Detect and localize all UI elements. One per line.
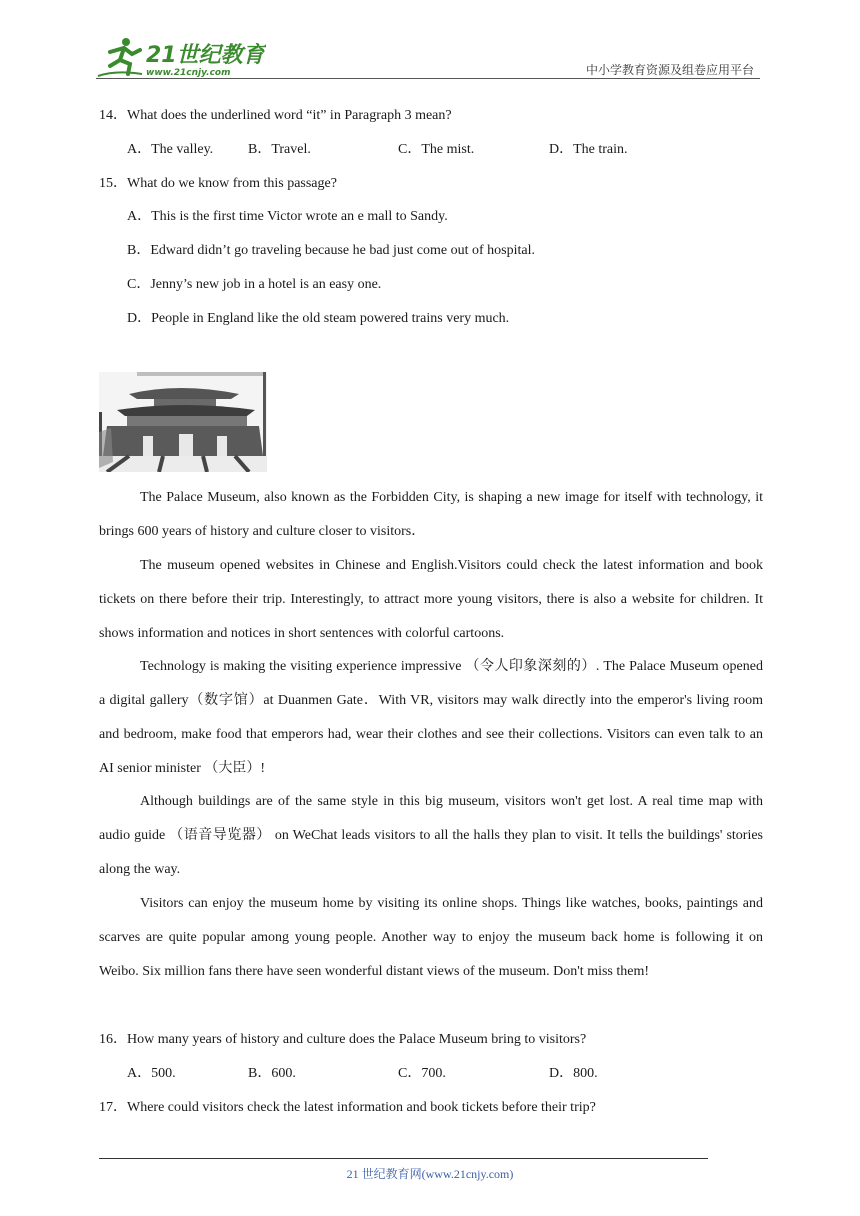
q15-option-d[interactable]: D．People in England like the old steam powered trains very much. <box>127 311 510 326</box>
palace-gate-picture <box>99 372 267 472</box>
page-header <box>96 34 760 80</box>
passage-paragraph-5: Visitors can enjoy the museum home by visiting its online shops. Things like watches, books, paintings and scarves are quite popular among young people. Another way to enjoy the museum back home is following it on Weibo. Six million fans there have seen wonderful distant views of the museum. Don't miss them! <box>99 896 763 979</box>
svg-text:www.21cnjy.com: www.21cnjy.com <box>146 68 231 78</box>
q14-option-b[interactable]: B．Travel. <box>248 142 311 157</box>
runner-logo-icon <box>96 36 266 78</box>
footer-divider <box>99 1158 708 1159</box>
site-logo <box>96 36 266 78</box>
passage-paragraph-3: Technology is making the visiting experience impressive （令人印象深刻的）. The Palace Museum opened a digital gallery（数字馆）at Duanmen Gate．With VR, visitors may walk directly into the emperor's living room and bedroom, make food that emperors had, wear their clothes and see their collections. Visitors can even talk to an AI senior minister （大臣）! <box>99 659 763 776</box>
passage-paragraph-2: The museum opened websites in Chinese and English.Visitors could check the latest information and book tickets on there before their trip. Interestingly, to attract more young visitors, there is also a website for children. It shows information and notices in short sentences with colorful cartoons. <box>99 558 763 641</box>
question-14-stem: 14．What does the underlined word “it” in Paragraph 3 mean? <box>99 108 452 123</box>
question-17-stem: 17．Where could visitors check the latest information and book tickets before their trip? <box>99 1100 596 1115</box>
q15-option-c[interactable]: C．Jenny’s new job in a hotel is an easy one. <box>127 277 382 292</box>
question-15-stem: 15．What do we know from this passage? <box>99 176 337 191</box>
q14-option-d[interactable]: D．The train. <box>549 142 628 157</box>
q15-option-b[interactable]: B．Edward didn’t go traveling because he bad just come out of hospital. <box>127 243 535 258</box>
q15-option-a[interactable]: A．This is the first time Victor wrote an e mall to Sandy. <box>127 209 448 224</box>
platform-title: 中小学教育资源及组卷应用平台 <box>585 63 754 77</box>
palace-museum-image <box>99 372 267 472</box>
q16-option-c[interactable]: C．700. <box>398 1066 446 1081</box>
header-divider <box>96 78 760 79</box>
footer-link[interactable]: 21 世纪教育网(www.21cnjy.com) <box>346 1167 514 1181</box>
svg-text:21世纪教育: 21世纪教育 <box>146 43 265 68</box>
q16-option-b[interactable]: B．600. <box>248 1066 296 1081</box>
q16-option-d[interactable]: D．800. <box>549 1066 598 1081</box>
passage-paragraph-4: Although buildings are of the same style in this big museum, visitors won't get lost. A real time map with audio guide （语音导览器） on WeChat leads visitors to all the halls they plan to visit. It tells the buildings' stories along the way. <box>99 794 763 877</box>
q14-option-a[interactable]: A．The valley. <box>127 142 214 157</box>
passage-paragraph-1: The Palace Museum, also known as the Forbidden City, is shaping a new image for itself with technology, it brings 600 years of history and culture closer to visitors． <box>99 490 763 539</box>
q14-option-c[interactable]: C．The mist. <box>398 142 475 157</box>
question-16-stem: 16．How many years of history and culture does the Palace Museum bring to visitors? <box>99 1032 587 1047</box>
q16-option-a[interactable]: A．500. <box>127 1066 176 1081</box>
